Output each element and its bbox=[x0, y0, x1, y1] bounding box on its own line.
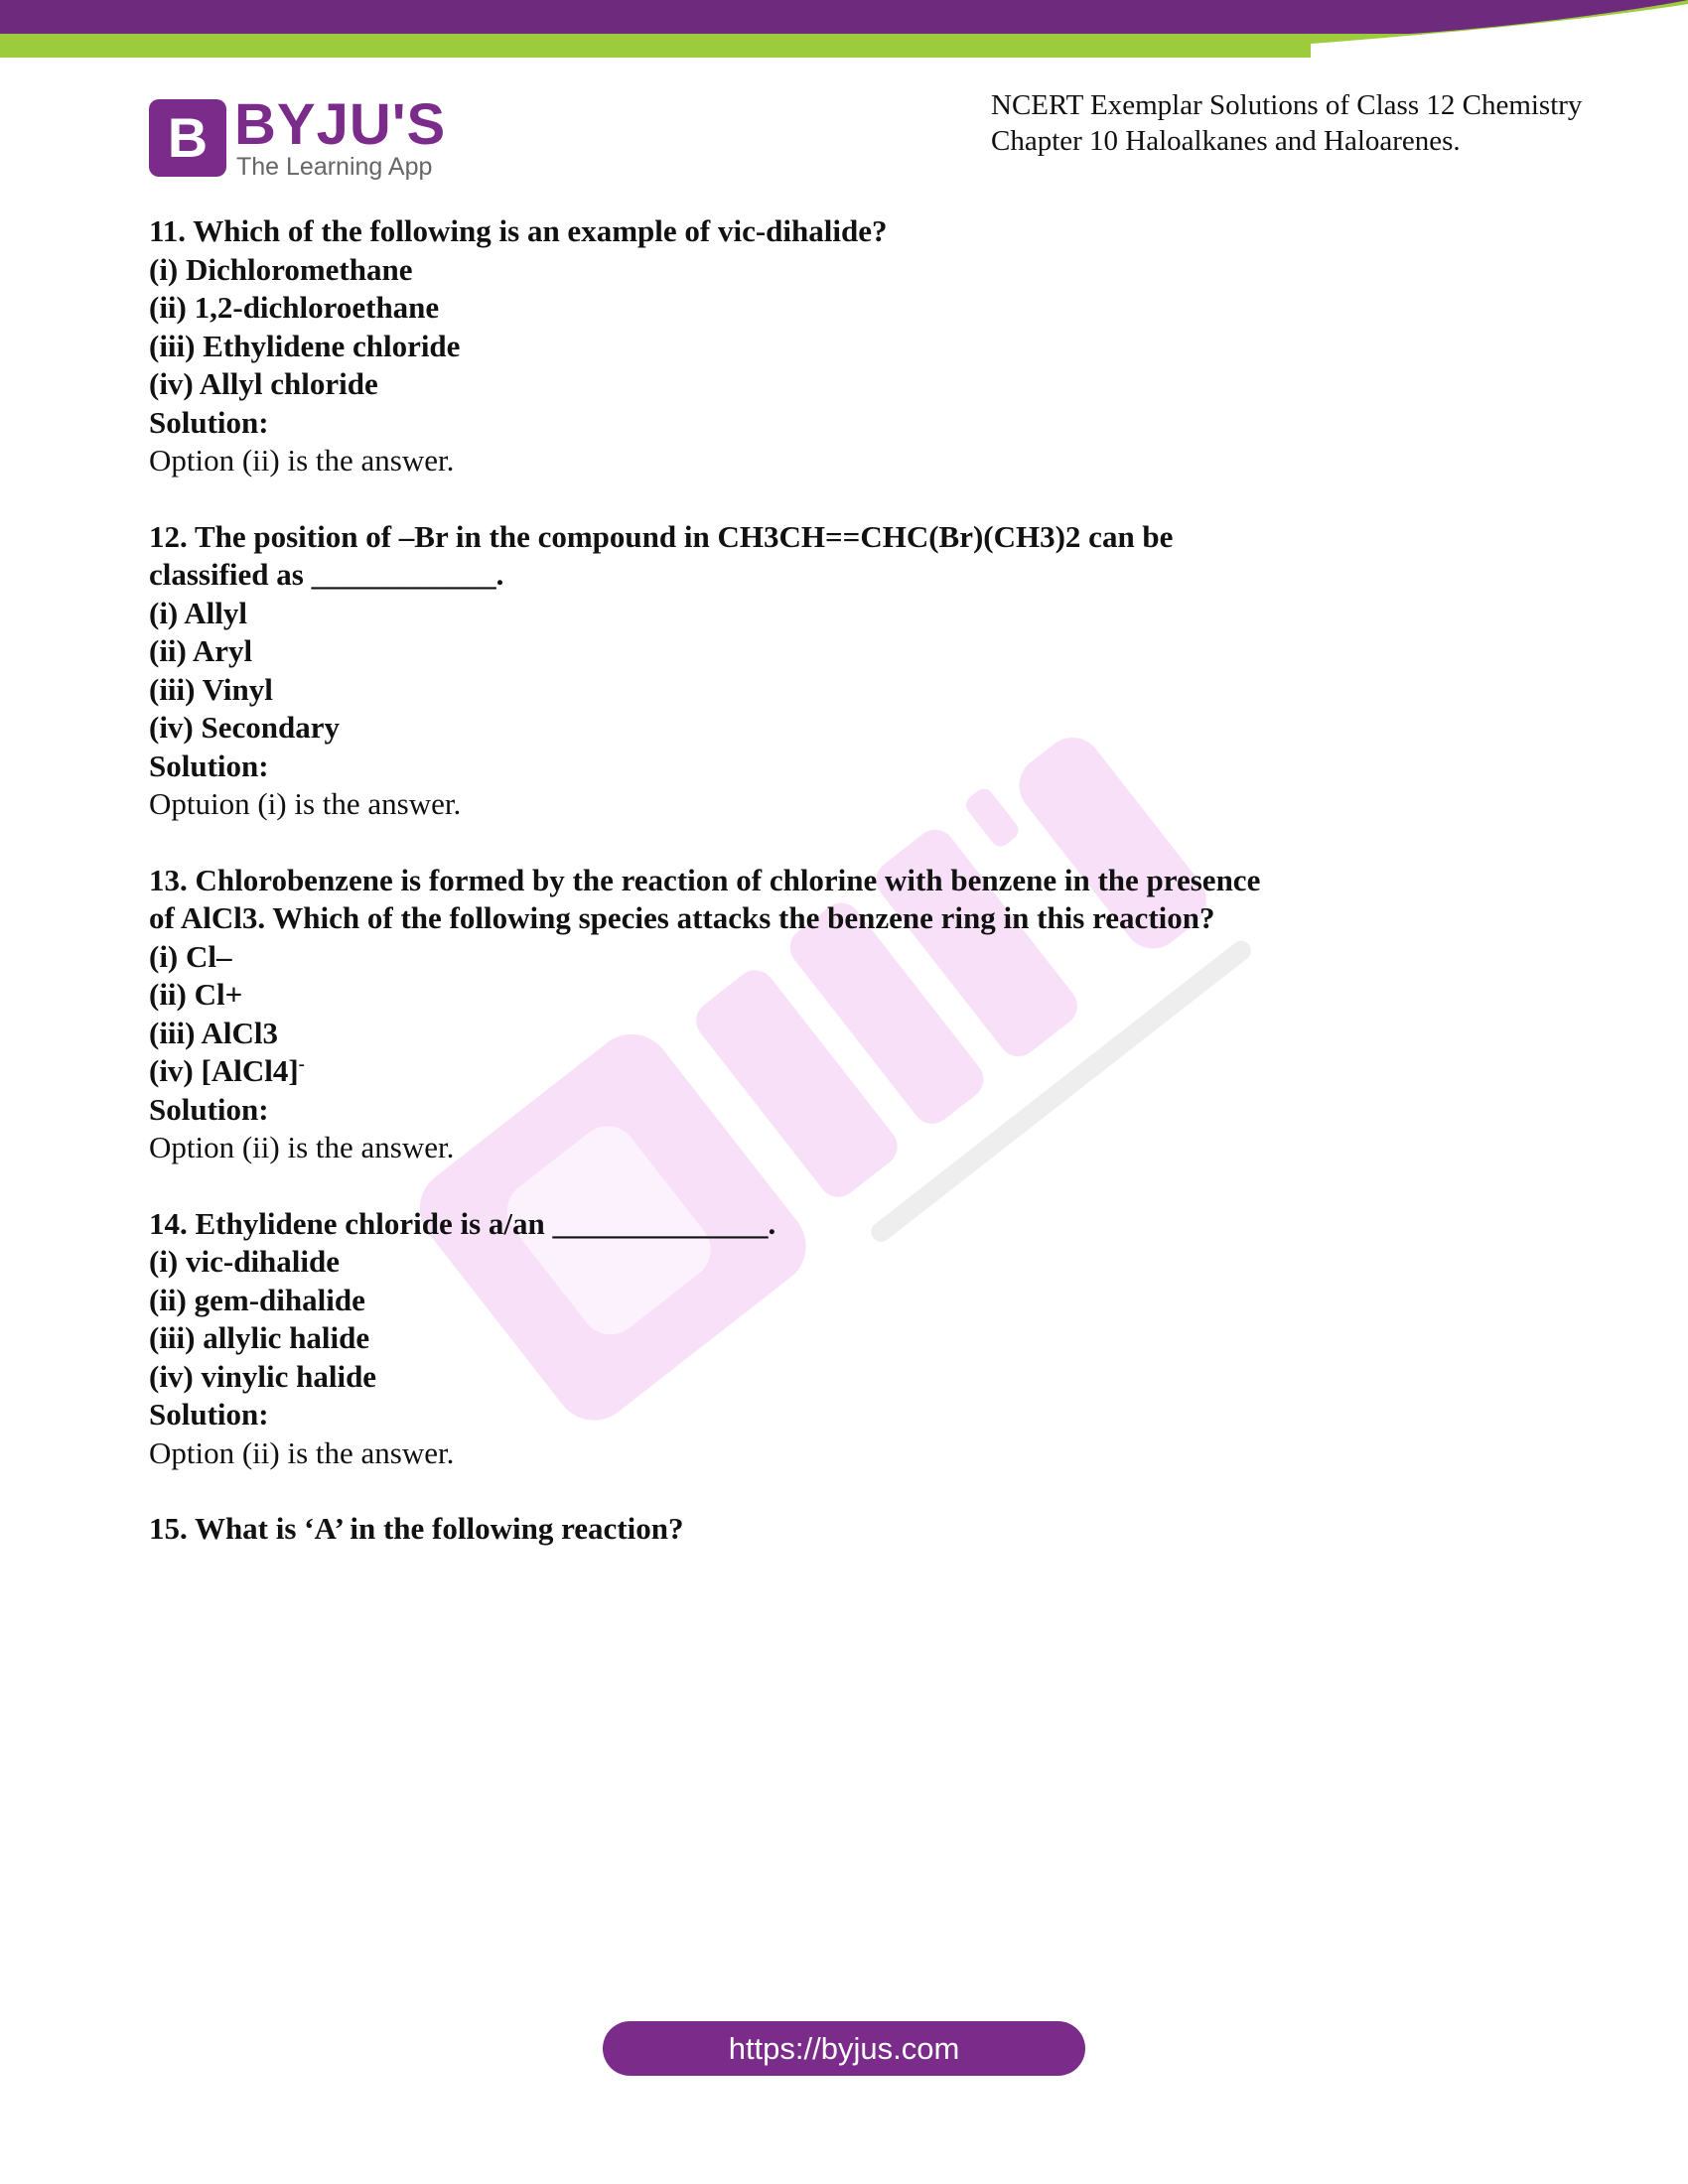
option-item: (iv) Allyl chloride bbox=[149, 366, 378, 401]
solution-answer: Option (ii) is the answer. bbox=[149, 1130, 455, 1164]
solution-label: Solution: bbox=[149, 748, 269, 783]
document-header-info bbox=[991, 87, 1666, 159]
option-item: (ii) Aryl bbox=[149, 633, 253, 668]
document-body bbox=[149, 212, 1400, 1586]
header-title-line1: NCERT Exemplar Solutions of Class 12 Chemistry bbox=[991, 89, 1583, 121]
question-text: 11. Which of the following is an example of vic-dihalide? bbox=[149, 213, 888, 248]
solution-answer: Optuion (i) is the answer. bbox=[149, 786, 462, 821]
option-superscript: - bbox=[298, 1053, 305, 1075]
option-item: (ii) gem-dihalide bbox=[149, 1282, 365, 1317]
question-12 bbox=[149, 518, 1400, 824]
byjus-logo bbox=[149, 92, 447, 185]
solution-answer: Option (ii) is the answer. bbox=[149, 1434, 455, 1470]
logo-badge-icon bbox=[149, 99, 226, 177]
question-14 bbox=[149, 1205, 1400, 1473]
top-decorative-bars bbox=[0, 0, 1688, 60]
solution-label: Solution: bbox=[149, 1091, 269, 1127]
solution-label: Solution: bbox=[149, 1397, 269, 1432]
question-text-line2: classified as ____________. bbox=[149, 557, 504, 592]
option-item: (ii) 1,2-dichloroethane bbox=[149, 290, 440, 325]
option-item: (iii) allylic halide bbox=[149, 1320, 370, 1355]
logo-badge-letter: B bbox=[167, 106, 209, 169]
footer-url-link[interactable]: https://byjus.com bbox=[603, 2021, 1085, 2076]
option-item: (iii) Vinyl bbox=[149, 671, 273, 707]
question-text-line1: 13. Chlorobenzene is formed by the reaction of chlorine with benzene in the presence bbox=[149, 862, 1261, 897]
solution-answer: Option (ii) is the answer. bbox=[149, 443, 455, 478]
question-text-line2: of AlCl3. Which of the following species attacks the benzene ring in this reaction? bbox=[149, 900, 1215, 935]
logo-tagline: The Learning App bbox=[236, 153, 433, 181]
option-item-with-superscript bbox=[149, 1052, 1400, 1091]
option-item: (iii) AlCl3 bbox=[149, 1015, 279, 1050]
option-item: (i) Allyl bbox=[149, 595, 248, 630]
option-item: (iii) Ethylidene chloride bbox=[149, 328, 461, 363]
question-text: 14. Ethylidene chloride is a/an ______________. bbox=[149, 1205, 776, 1241]
question-11 bbox=[149, 212, 1400, 480]
option-item: (ii) Cl+ bbox=[149, 977, 243, 1012]
option-item: (i) Cl– bbox=[149, 938, 232, 974]
option-item: (i) vic-dihalide bbox=[149, 1244, 341, 1279]
header-title-line2: Chapter 10 Haloalkanes and Haloarenes. bbox=[991, 125, 1461, 157]
option-item: (i) Dichloromethane bbox=[149, 251, 413, 287]
question-13 bbox=[149, 862, 1400, 1167]
logo-brand-name: BYJU'S bbox=[234, 92, 447, 157]
option-item: (iv) vinylic halide bbox=[149, 1358, 377, 1394]
question-text: 15. What is ‘A’ in the following reaction? bbox=[149, 1511, 684, 1546]
question-15 bbox=[149, 1510, 1400, 1549]
question-text-line1: 12. The position of –Br in the compound in CH3CH==CHC(Br)(CH3)2 can be bbox=[149, 518, 1174, 554]
solution-label: Solution: bbox=[149, 404, 269, 440]
option-item: (iv) Secondary bbox=[149, 710, 341, 745]
option-text: (iv) [AlCl4] bbox=[149, 1053, 299, 1088]
